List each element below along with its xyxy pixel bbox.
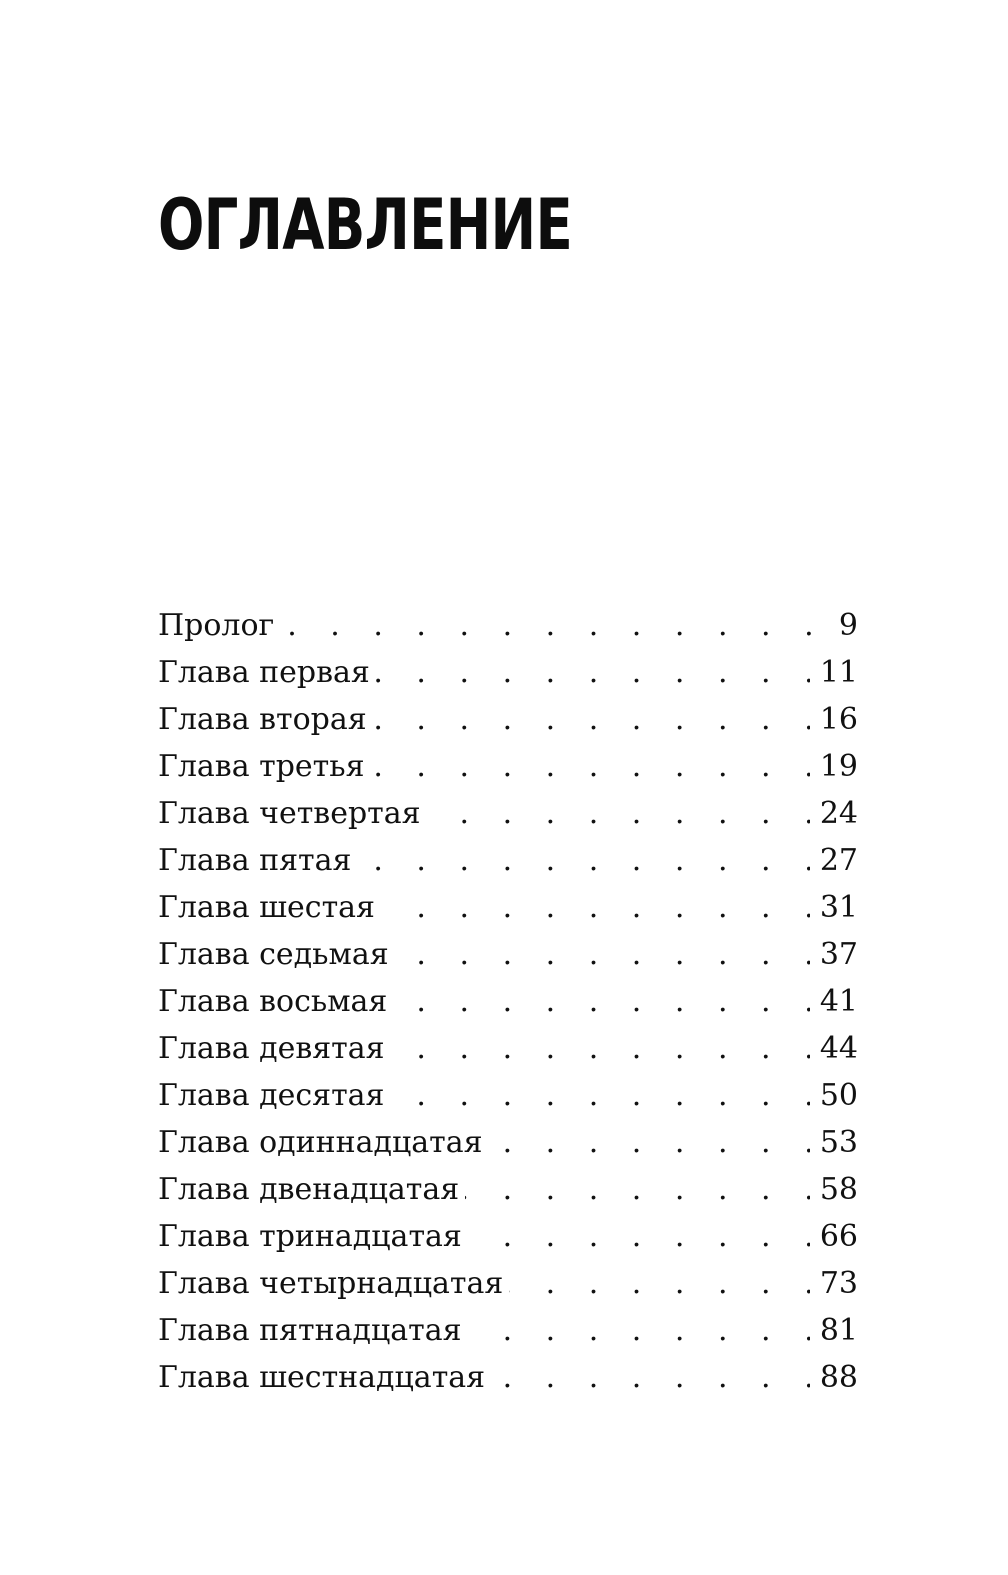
toc-entry[interactable] <box>158 602 858 649</box>
toc-entry[interactable] <box>158 743 858 790</box>
toc-entry-page: 50 <box>810 1072 858 1119</box>
toc-entry-label: Пролог <box>158 608 280 643</box>
toc-entry[interactable] <box>158 931 858 978</box>
toc-entry-page: 19 <box>810 743 858 790</box>
toc-entry[interactable] <box>158 1072 858 1119</box>
toc-entry-page: 11 <box>810 649 858 696</box>
toc-entry-label: Глава одиннадцатая <box>158 1125 489 1160</box>
toc-entry[interactable] <box>158 696 858 743</box>
toc-entry[interactable] <box>158 790 858 837</box>
toc-entry[interactable] <box>158 1166 858 1213</box>
table-of-contents <box>158 602 858 1401</box>
toc-entry[interactable] <box>158 1025 858 1072</box>
toc-entry-label: Глава четвертая <box>158 796 427 831</box>
toc-entry-page: 44 <box>810 1025 858 1072</box>
toc-entry[interactable] <box>158 884 858 931</box>
toc-entry-label: Глава пятая <box>158 843 357 878</box>
toc-entry-label: Глава десятая <box>158 1078 390 1113</box>
toc-entry-label: Глава девятая <box>158 1031 391 1066</box>
toc-entry-page: 24 <box>810 790 858 837</box>
toc-entry[interactable] <box>158 837 858 884</box>
toc-entry-label: Глава вторая <box>158 702 373 737</box>
toc-entry-label: Глава восьмая <box>158 984 393 1019</box>
toc-entry-page: 37 <box>810 931 858 978</box>
toc-entry-page: 53 <box>810 1119 858 1166</box>
page-title: ОГЛАВЛЕНИЕ <box>158 184 572 266</box>
toc-entry-label: Глава четырнадцатая <box>158 1266 509 1301</box>
toc-entry-label: Глава первая <box>158 655 376 690</box>
toc-entry[interactable] <box>158 1307 858 1354</box>
toc-entry-label: Глава шестая <box>158 890 381 925</box>
toc-entry-page: 88 <box>810 1354 858 1401</box>
toc-entry-label: Глава тринадцатая <box>158 1219 468 1254</box>
toc-entry-label: Глава седьмая <box>158 937 395 972</box>
toc-entry[interactable] <box>158 1260 858 1307</box>
toc-entry[interactable] <box>158 978 858 1025</box>
toc-entry-label: Глава пятнадцатая <box>158 1313 468 1348</box>
toc-entry-page: 81 <box>810 1307 858 1354</box>
toc-entry-label: Глава третья <box>158 749 371 784</box>
toc-entry-page: 27 <box>810 837 858 884</box>
toc-entry-page: 58 <box>810 1166 858 1213</box>
toc-entry-label: Глава шестнадцатая <box>158 1360 491 1395</box>
toc-entry-page: 41 <box>810 978 858 1025</box>
toc-entry-page: 16 <box>810 696 858 743</box>
toc-entry-page: 9 <box>829 602 858 649</box>
toc-entry[interactable] <box>158 1213 858 1260</box>
toc-entry-page: 73 <box>810 1260 858 1307</box>
toc-entry[interactable] <box>158 649 858 696</box>
toc-entry[interactable] <box>158 1354 858 1401</box>
toc-entry-page: 66 <box>810 1213 858 1260</box>
toc-entry-label: Глава двенадцатая <box>158 1172 465 1207</box>
toc-entry-page: 31 <box>810 884 858 931</box>
toc-entry[interactable] <box>158 1119 858 1166</box>
